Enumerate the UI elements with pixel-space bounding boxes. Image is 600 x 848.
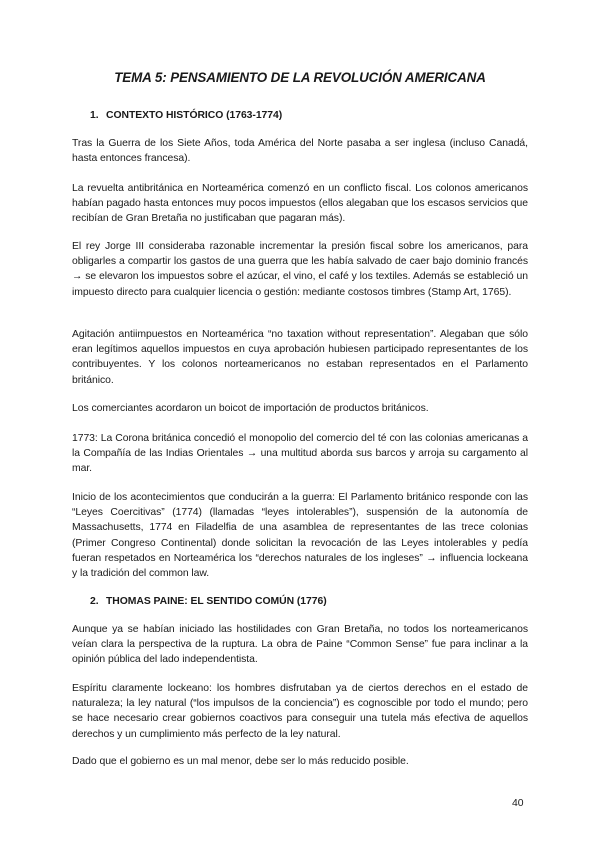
paragraph: Los comerciantes acordaron un boicot de importación de productos británicos. (72, 403, 429, 414)
paragraph: Tras la Guerra de los Siete Años, toda América del Norte pasaba a ser inglesa (incluso Canadá, hasta entonces francesa). (72, 138, 528, 165)
section-2-number: 2. (90, 596, 99, 607)
paragraph: Dado que el gobierno es un mal menor, debe ser lo más reducido posible. (72, 756, 409, 767)
section-1-heading (90, 110, 282, 121)
section-1-title: CONTEXTO HISTÓRICO (1763-1774) (106, 110, 283, 121)
section-2-heading (90, 596, 327, 607)
section-1-number: 1. (90, 110, 99, 121)
paragraph: Agitación antiimpuestos en Norteamérica “no taxation without representation”. Alegaban que sólo eran legítimos aquellos impuestos en cuya aprobación hubiesen participado representantes de los contribuyentes. Y los colonos norteamericanos no estaban representados en el Parlamento británico. (72, 329, 528, 386)
paragraph: El rey Jorge III consideraba razonable incrementar la presión fiscal sobre los americanos, para obligarles a compartir los gastos de una guerra que les había salvado de caer bajo dominio francés → se elevaron los impuestos sobre el azúcar, el vino, el café y los textiles. Además se estableció un impuesto directo para cualquier licencia o gestión: mediante costosos timbres (Stamp Art, 1765). (72, 241, 528, 298)
paragraph: Aunque ya se habían iniciado las hostilidades con Gran Bretaña, no todos los norteamericanos veían clara la perspectiva de la ruptura. La obra de Paine “Common Sense” fue para inclinar a la opinión pública del lado independentista. (72, 624, 528, 666)
page-number: 40 (512, 798, 524, 809)
paragraph: 1773: La Corona británica concedió el monopolio del comercio del té con las colonias americanas a la Compañía de las Indias Orientales → una multitud aborda sus barcos y arroja su cargamento al mar. (72, 433, 528, 475)
section-2-title: THOMAS PAINE: EL SENTIDO COMÚN (1776) (106, 596, 327, 607)
paragraph: La revuelta antibritánica en Norteamérica comenzó en un conflicto fiscal. Los colonos americanos habían pagado hasta entonces muy pocos impuestos (ellos alegaban que los escasos servicios que recibían de Gran Bretaña no justificaban que pagaran más). (72, 183, 528, 225)
paragraph: Espíritu claramente lockeano: los hombres disfrutaban ya de ciertos derechos en el estado de naturaleza; la ley natural (“los impulsos de la conciencia”) es cognoscible por todo el mundo; pero se hace necesario crear gobiernos coactivos para conseguir una tutela más efectiva de aquellos derechos y un cumplimiento más perfecto de la ley natural. (72, 683, 528, 740)
paragraph: Inicio de los acontecimientos que conducirán a la guerra: El Parlamento británico responde con las “Leyes Coercitivas” (1774) (llamadas “leyes intolerables”), suspensión de la autonomía de Massachusetts, 1774 en Filadelfia de una asamblea de representantes de las trece colonias (Primer Congreso Continental) donde solicitan la revocación de las Leyes intolerables y pedía fueran respetados en Norteamérica los “derechos naturales de los ingleses” → influencia lockeana y la tradición del common law. (72, 492, 528, 580)
page-title: TEMA 5: PENSAMIENTO DE LA REVOLUCIÓN AMERICANA (114, 70, 486, 85)
